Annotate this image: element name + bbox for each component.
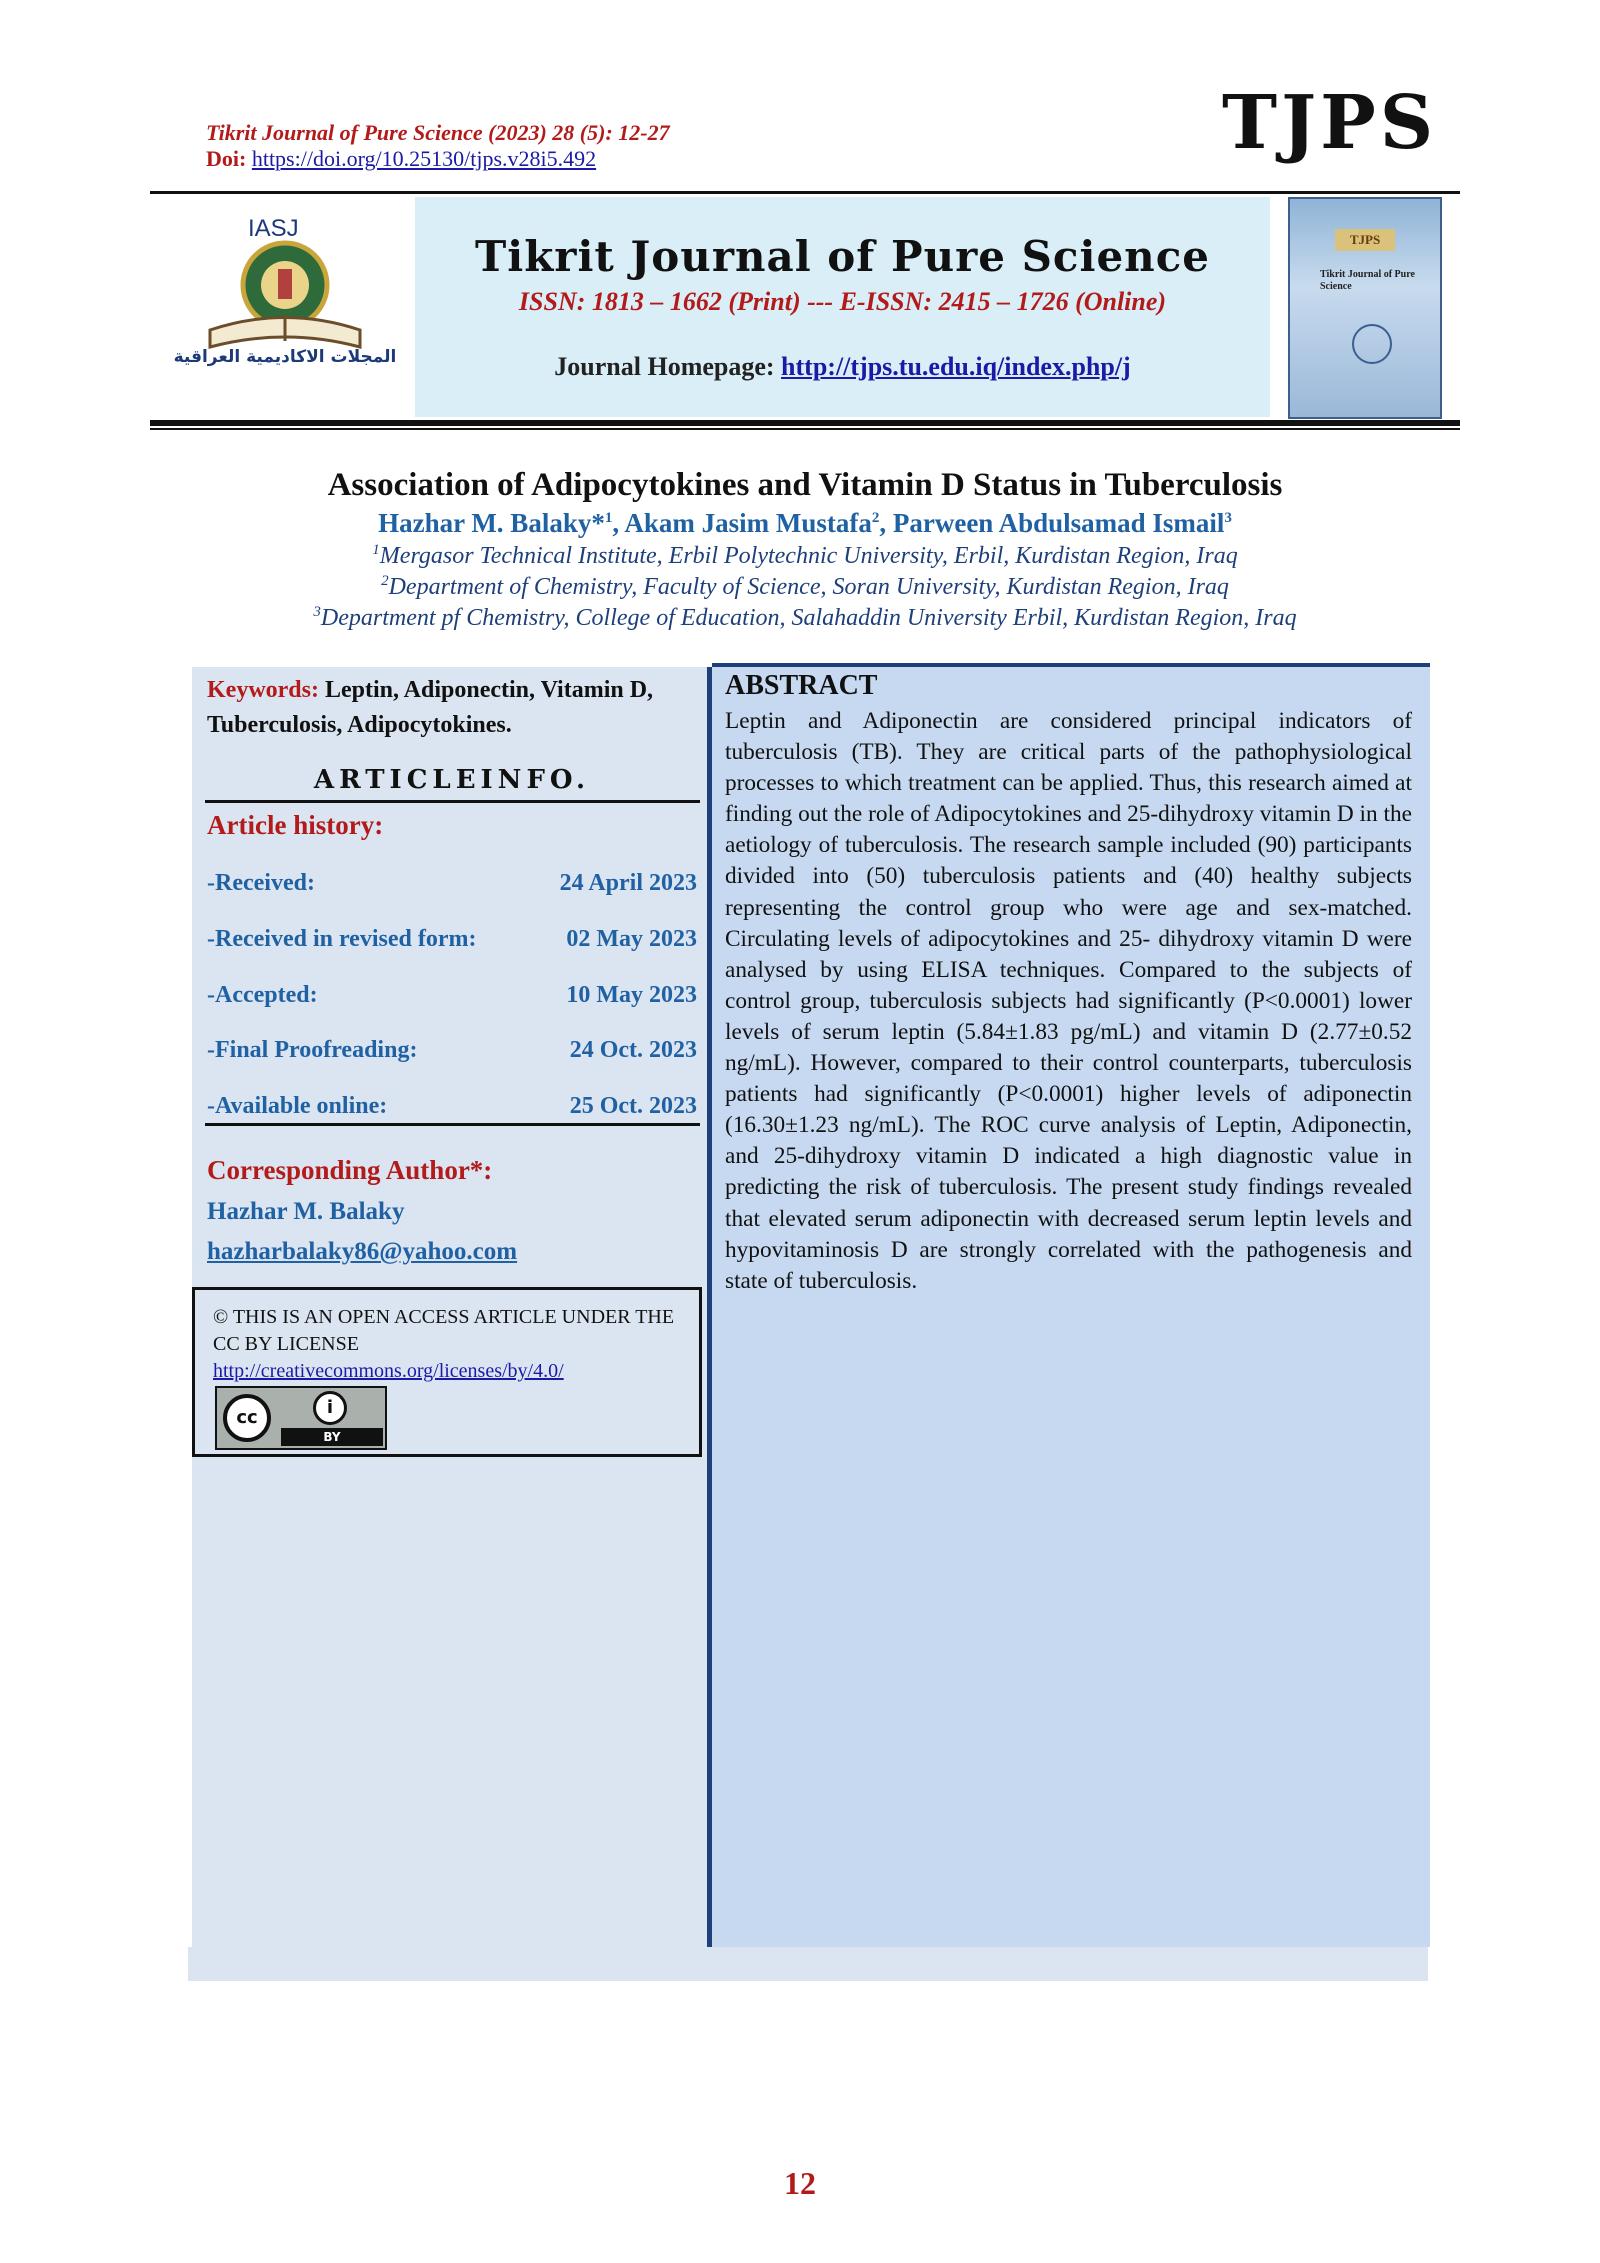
- iasj-emblem-icon: [160, 235, 410, 365]
- journal-homepage: [415, 352, 1270, 382]
- keywords: [207, 673, 697, 743]
- author-name: Parween Abdulsamad Ismail: [892, 508, 1225, 538]
- history-event: -Received:: [207, 870, 315, 896]
- running-title: Tikrit Journal of Pure Science (2023) 28 (5): 12-27: [206, 120, 670, 145]
- author-affil-sup: 2: [871, 510, 880, 526]
- keywords-label: Keywords:: [207, 677, 319, 703]
- running-header: [206, 120, 670, 172]
- paper-title: Association of Adipocytokines and Vitamin D Status in Tuberculosis: [327, 467, 1283, 503]
- license-text: © THIS IS AN OPEN ACCESS ARTICLE UNDER THE CC BY LICENSE: [213, 1306, 675, 1355]
- license-link[interactable]: http://creativecommons.org/licenses/by/4.0/: [213, 1360, 564, 1382]
- history-row: [207, 926, 697, 953]
- history-date: 10 May 2023: [566, 982, 697, 1008]
- cover-title: Tikrit Journal of Pure Science: [1320, 269, 1415, 292]
- affil-sup: 2: [381, 573, 389, 589]
- corresponding-author-email: [207, 1238, 517, 1266]
- article-info-heading: ARTICLEINFO.: [313, 765, 591, 795]
- masthead-rule-thin: [150, 428, 1460, 430]
- history-event: -Available online:: [207, 1093, 388, 1119]
- issn-line: ISSN: 1813 – 1662 (Print) --- E-ISSN: 2415 – 1726 (Online): [518, 287, 1167, 316]
- author-name: Hazhar M. Balaky*: [378, 508, 605, 538]
- affiliation: [150, 573, 1460, 601]
- history-row: [207, 870, 697, 897]
- affiliation: [150, 604, 1460, 632]
- license-box: [192, 1287, 702, 1457]
- by-label: BY: [281, 1428, 383, 1446]
- doi-label: Doi:: [206, 146, 247, 171]
- author-affil-sup: 1: [604, 510, 613, 526]
- attribution-icon: i: [313, 1391, 347, 1425]
- doi-link[interactable]: https://doi.org/10.25130/tjps.v28i5.492: [251, 146, 597, 171]
- article-history-label: Article history:: [207, 810, 384, 840]
- history-event: -Final Proofreading:: [207, 1037, 418, 1063]
- affil-text: Department of Chemistry, Faculty of Science, Soran University, Kurdistan Region, Iraq: [388, 574, 1229, 600]
- affil-sup: 3: [313, 604, 321, 620]
- corresponding-author-label: Corresponding Author*:: [207, 1155, 493, 1185]
- journal-cover-image: [1288, 197, 1442, 419]
- cc-by-badge[interactable]: [215, 1386, 387, 1450]
- homepage-link[interactable]: http://tjps.tu.edu.iq/index.php/j: [781, 352, 1131, 381]
- abstract-text: Leptin and Adiponectin are considered principal indicators of tuberculosis (TB). They are critical parts of the pathophysiological processes to which treatment can be applied. Thus, this research aimed at finding out the role of Adipocytokines and 25-dihydroxy vitamin D in the aetiology of tuberculosis. The research sample included (90) participants divided into (50) tuberculosis patients and (40) healthy subjects representing the control group who were age and sex-matched. Circulating levels of adipocytokines and 25- dihydroxy vitamin D were analysed by using ELISA techniques. Compared to the subjects of control group, tuberculosis subjects had significantly (P<0.0001) lower levels of serum leptin (5.84±1.83 pg/mL) and vitamin D (2.77±0.52 ng/mL). However, compared to their control counterparts, tuberculosis patients had significantly (P<0.0001) higher levels of adiponectin (16.30±1.23 ng/mL). The ROC curve analysis of Leptin, Adiponectin, and 25-dihydroxy vitamin D indicated a high diagnostic value in predicting the risk of tuberculosis. The present study findings revealed that elevated serum adiponectin with decreased serum leptin levels and hypovitaminosis D are strongly correlated with the pathogenesis and state of tuberculosis.: [725, 708, 1412, 1294]
- cover-tjps-label: TJPS: [1335, 229, 1395, 251]
- header-rule: [150, 191, 1460, 194]
- cover-seal-icon: [1352, 324, 1392, 364]
- affiliation: [150, 542, 1460, 570]
- masthead-rule-thick: [150, 420, 1460, 426]
- article-info-rule: [205, 800, 700, 803]
- journal-name: Tikrit Journal of Pure Science: [475, 232, 1210, 281]
- author-name: Akam Jasim Mustafa: [624, 508, 872, 538]
- tjps-logo: TJPS: [1222, 80, 1438, 166]
- author-list: Hazhar M. Balaky*$^1$, Akam Jasim Mustafa$^2$, Parween Abdulsamad Ismail$^3$: [378, 508, 1232, 538]
- keywords-text: Leptin, Adiponectin, Vitamin D, Tuberculosis, Adipocytokines.: [207, 677, 654, 738]
- page-number: 12: [784, 2165, 816, 2201]
- history-date: 25 Oct. 2023: [569, 1093, 697, 1119]
- iasj-label: IASJ: [248, 215, 299, 242]
- history-row: [207, 1037, 697, 1064]
- abstract-heading: ABSTRACT: [725, 670, 878, 701]
- affil-text: Mergasor Technical Institute, Erbil Polytechnic University, Erbil, Kurdistan Region, Iraq: [379, 543, 1238, 569]
- history-event: -Accepted:: [207, 982, 318, 1008]
- author-affil-sup: 3: [1224, 510, 1232, 526]
- homepage-label: Journal Homepage:: [554, 352, 782, 381]
- column-divider: [707, 667, 712, 1947]
- cc-icon: cc: [223, 1394, 271, 1442]
- history-rule: [205, 1123, 700, 1126]
- email-link[interactable]: hazharbalaky86@yahoo.com: [207, 1238, 518, 1265]
- history-date: 02 May 2023: [566, 926, 697, 952]
- doi-line: [206, 146, 670, 172]
- panel-bottom-band: [188, 1947, 1428, 1981]
- corresponding-author-name: Hazhar M. Balaky: [207, 1198, 405, 1225]
- iasj-logo: [160, 215, 410, 375]
- history-date: 24 Oct. 2023: [569, 1037, 697, 1063]
- iasj-arabic-label: المجلات الاكاديمية العراقية: [173, 347, 397, 367]
- history-row: [207, 1093, 697, 1120]
- history-row: [207, 982, 697, 1009]
- abstract-top-rule: [712, 663, 1430, 667]
- history-date: 24 April 2023: [559, 870, 697, 896]
- affil-sup: 1: [372, 542, 380, 558]
- affil-text: Department pf Chemistry, College of Education, Salahaddin University Erbil, Kurdistan Region, Iraq: [320, 605, 1297, 631]
- history-event: -Received in revised form:: [207, 926, 477, 952]
